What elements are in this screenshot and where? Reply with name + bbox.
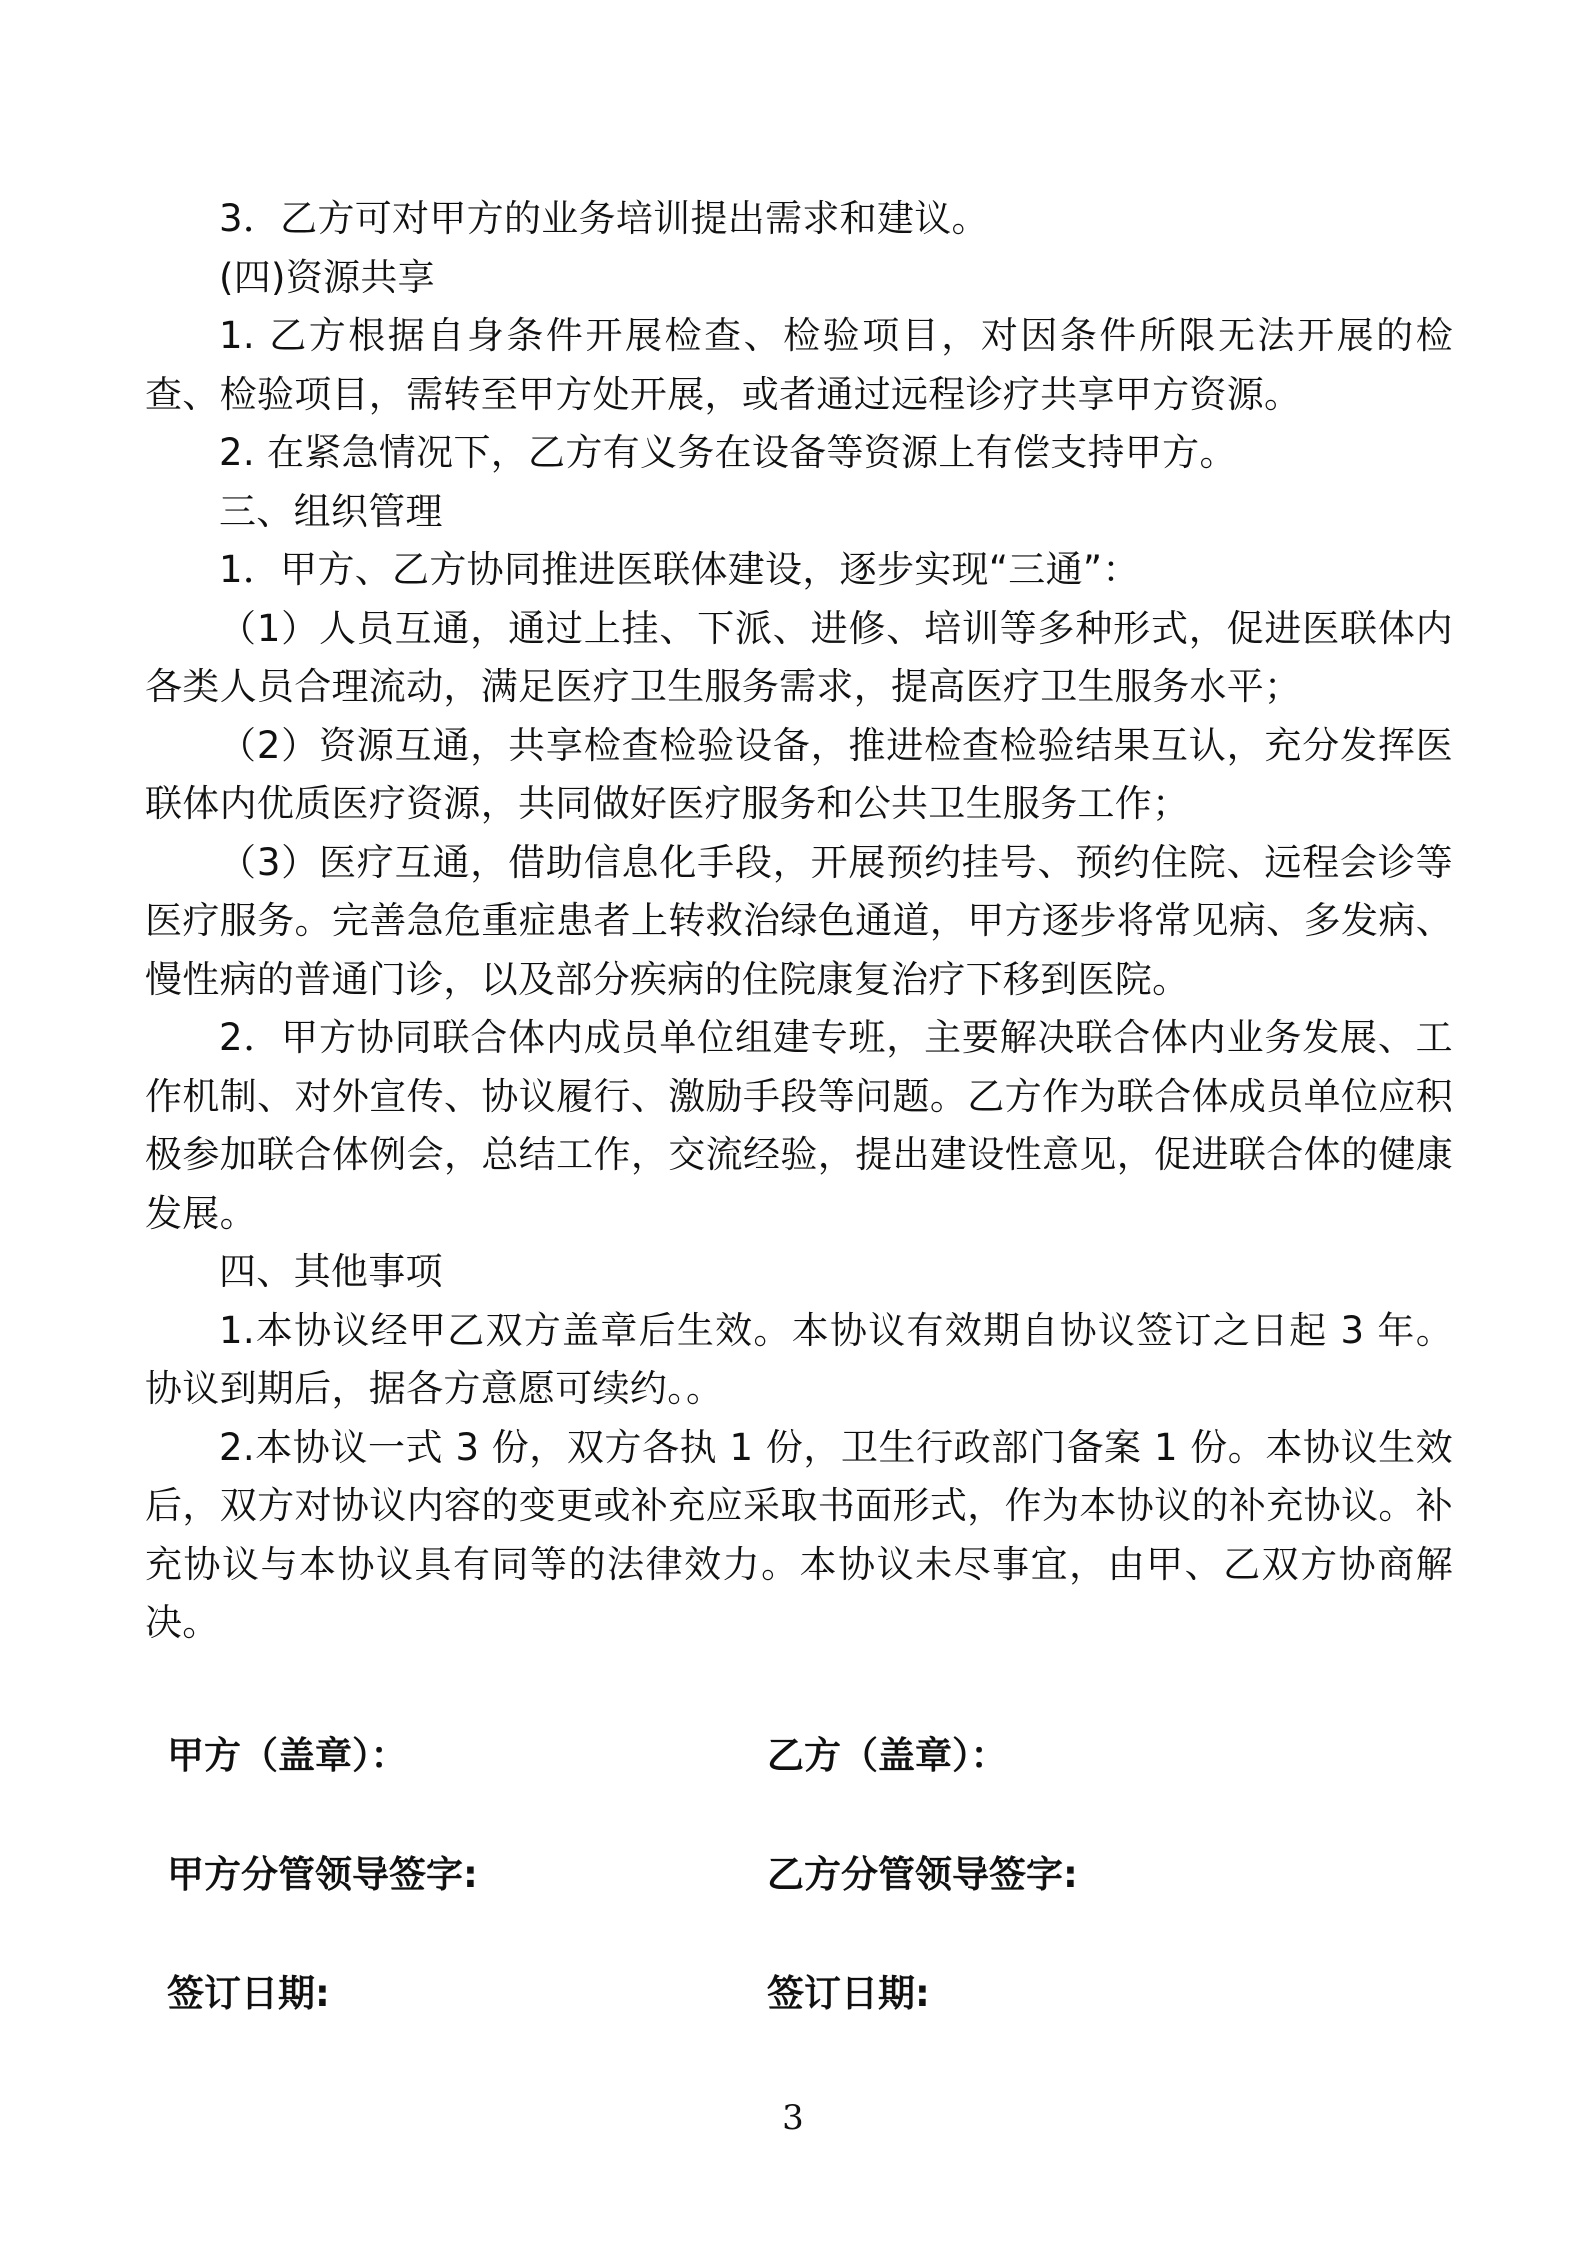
- page-number: 3: [782, 2098, 804, 2138]
- section-resource-sharing-heading: (四)资源共享: [219, 255, 435, 299]
- signature-row-seal: [167, 1725, 1367, 1844]
- section-organization-heading: 三、组织管理: [219, 489, 443, 533]
- section-other-matters-heading: 四、其他事项: [219, 1250, 443, 1293]
- item-resource-interconnect: （2）资源互通，共享检查检验设备，推进检查检验结果互认，充分发挥医联体内优质医疗资源，共同做好医疗服务和公共卫生服务工作；: [145, 723, 1453, 825]
- party-a-date-label: 签订日期:: [167, 1972, 330, 2015]
- item-training-needs: 3．乙方可对甲方的业务培训提出需求和建议。: [219, 197, 989, 240]
- item-resource-sharing-2: 2. 在紧急情况下，乙方有义务在设备等资源上有偿支持甲方。: [219, 431, 1237, 474]
- item-personnel-interconnect: （1）人员互通，通过上挂、下派、进修、培训等多种形式，促进医联体内各类人员合理流动，满足医疗卫生服务需求，提高医疗卫生服务水平；: [145, 606, 1453, 708]
- item-organization-2: 2．甲方协同联合体内成员单位组建专班，主要解决联合体内业务发展、工作机制、对外宣传、协议履行、激励手段等问题。乙方作为联合体成员单位应积极参加联合体例会，总结工作，交流经验，提出建设性意见，促进联合体的健康发展。: [145, 1016, 1453, 1235]
- item-resource-sharing-1: 1. 乙方根据自身条件开展检查、检验项目，对因条件所限无法开展的检查、检验项目，需转至甲方处开展，或者通过远程诊疗共享甲方资源。: [145, 314, 1453, 416]
- item-other-matters-1: 1.本协议经甲乙双方盖章后生效。本协议有效期自协议签订之日起 3 年。协议到期后，据各方意愿可续约。。: [145, 1308, 1453, 1410]
- item-medical-interconnect: （3）医疗互通，借助信息化手段，开展预约挂号、预约住院、远程会诊等医疗服务。完善急危重症患者上转救治绿色通道，甲方逐步将常见病、多发病、慢性病的普通门诊，以及部分疾病的住院康复治疗下移到医院。: [145, 840, 1453, 1001]
- signature-block: [167, 1725, 1367, 2082]
- party-a-leader-signature-label: 甲方分管领导签字:: [167, 1853, 478, 1896]
- signature-row-date: [167, 1963, 1367, 2082]
- party-b-leader-signature-label: 乙方分管领导签字:: [767, 1853, 1078, 1896]
- party-b-date-label: 签订日期:: [767, 1972, 930, 2015]
- document-body: [145, 190, 1453, 1653]
- party-a-seal-label: 甲方（盖章）：: [167, 1734, 408, 1777]
- party-b-seal-label: 乙方（盖章）：: [767, 1734, 1008, 1777]
- item-other-matters-2: 2.本协议一式 3 份，双方各执 1 份，卫生行政部门备案 1 份。本协议生效后，双方对协议内容的变更或补充应采取书面形式，作为本协议的补充协议。补充协议与本协议具有同等的法律效力。本协议未尽事宜，由甲、乙双方协商解决。: [145, 1425, 1453, 1644]
- item-organization-1: 1．甲方、乙方协同推进医联体建设，逐步实现“三通”：: [219, 548, 1140, 591]
- signature-row-leader: [167, 1844, 1367, 1963]
